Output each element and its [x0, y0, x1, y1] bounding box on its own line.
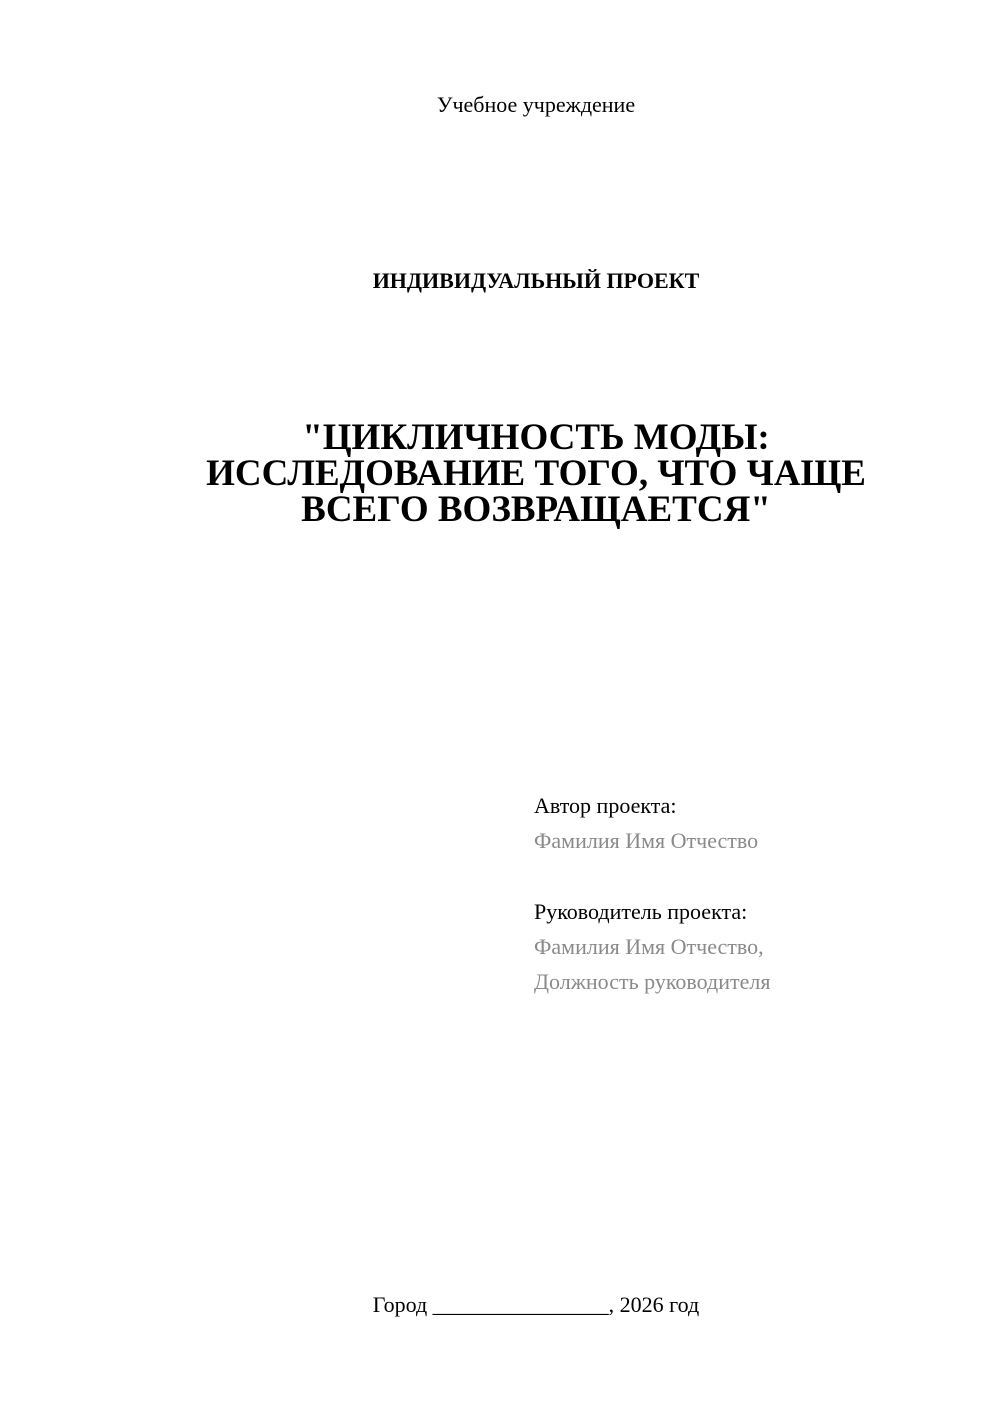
- credits-block: [534, 788, 974, 999]
- author-name: Фамилия Имя Отчество: [534, 828, 759, 853]
- footer-city-blank: ________________: [432, 1292, 609, 1317]
- supervisor-position: Должность руководителя: [534, 969, 771, 994]
- project-title: [150, 417, 922, 530]
- footer-year: , 2026 год: [608, 1292, 700, 1317]
- project-title-line: ИССЛЕДОВАНИЕ ТОГО, ЧТО ЧАЩЕ: [206, 453, 866, 494]
- project-title-line: "ЦИКЛИЧНОСТЬ МОДЫ:: [302, 417, 770, 458]
- project-title-line: ВСЕГО ВОЗВРАЩАЕТСЯ": [301, 489, 771, 530]
- supervisor-label: Руководитель проекта:: [534, 899, 748, 924]
- supervisor-name: Фамилия Имя Отчество,: [534, 934, 764, 959]
- project-type-heading: ИНДИВИДУАЛЬНЫЙ ПРОЕКТ: [372, 268, 700, 293]
- footer-city-year: [0, 1290, 1000, 1320]
- footer-city-label: Город: [372, 1292, 428, 1317]
- credits-spacer: [534, 858, 974, 894]
- author-label: Автор проекта:: [534, 793, 677, 818]
- institution-name: Учебное учреждение: [436, 92, 636, 117]
